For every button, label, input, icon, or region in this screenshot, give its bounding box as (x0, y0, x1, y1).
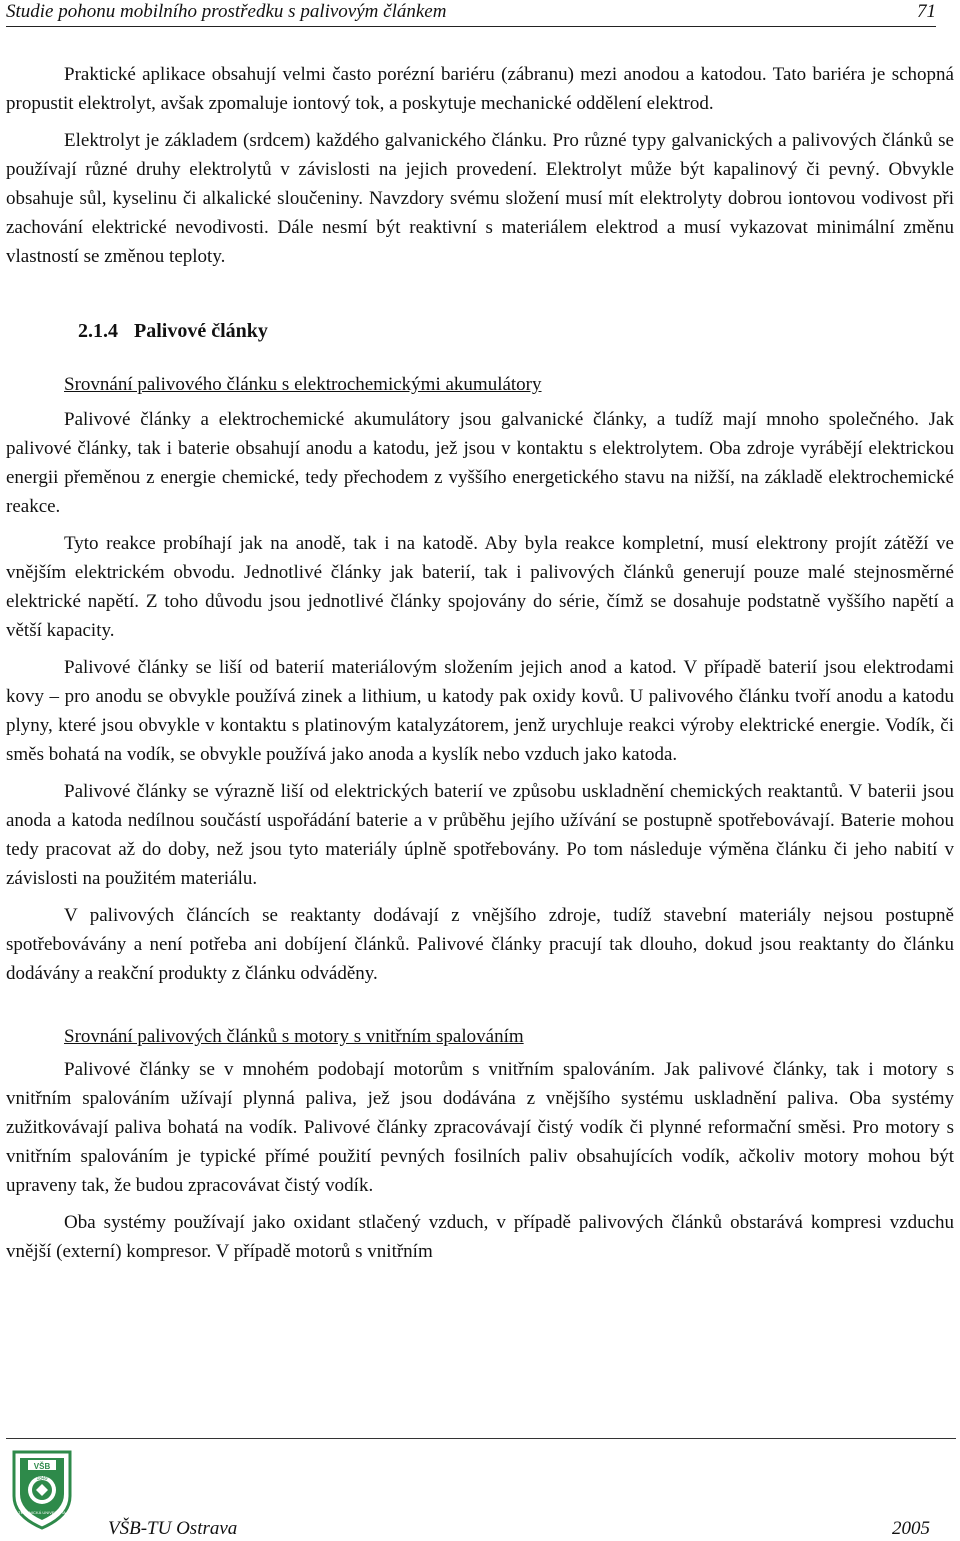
page-body (6, 60, 954, 1266)
paragraph: Tyto reakce probíhají jak na anodě, tak i na katodě. Aby byla reakce kompletní, musí elektrony projít zátěží ve vnějším elektrickém obvodu. Jednotlivé články jak baterií, tak i palivových článků generují pouze malé stejnosměrné elektrické napětí. Z toho důvodu jsou jednotlivé články spojovány do série, čímž se dosahuje podstatně vyššího napětí a větší kapacity. (6, 533, 954, 641)
svg-text:1849: 1849 (36, 1476, 48, 1482)
running-title: Studie pohonu mobilního prostředku s palivovým článkem (6, 1, 447, 22)
paragraph: Palivové články se liší od baterií materiálovým složením jejich anod a katod. V případě baterií jsou elektrodami kovy – pro anodu se obvykle používá zinek a lithium, u katody pak oxidy kovů. U palivového článku tvoří anodu a katodu plyny, které jsou obvykle v kontaktu s platinovým katalyzátorem, jenž urychluje reakci výroby elektrické energie. Vodík, či směs bohatá na vodík, se obvykle používá jako anoda a kyslík nebo vzduch jako katoda. (6, 657, 954, 765)
section-title: Palivové články (134, 320, 268, 342)
subsection-heading: Srovnání palivového článku s elektrochemickými akumulátory (64, 374, 542, 395)
subsection-heading: Srovnání palivových článků s motory s vnitřním spalováním (64, 1026, 524, 1047)
page-header (6, 0, 936, 27)
paragraph: Palivové články a elektrochemické akumulátory jsou galvanické články, a tudíž mají mnoho společného. Jak palivové články, tak i baterie obsahují anodu a katodu, jež jsou v kontaktu s elektrolytem. Oba zdroje vyrábějí elektrickou energii přeměnou z energie chemické, tedy přechodem z vyššího energetického stavu na nižší, na základě elektrochemické reakce. (6, 409, 954, 517)
paragraph: Praktické aplikace obsahují velmi často porézní bariéru (zábranu) mezi anodou a katodou. Tato bariéra je schopná propustit elektrolyt, avšak zpomaluje iontový tok, a poskytuje mechanické oddělení elektrod. (6, 64, 954, 114)
svg-text:VŠB: VŠB (33, 1462, 51, 1471)
paragraph: Palivové články se výrazně liší od elektrických baterií ve způsobu uskladnění chemických reaktantů. V baterii jsou anoda a katoda nedílnou součástí uspořádání baterie a v průběhu jejího užívání se postupně spotřebovávají. Baterie mohou tedy pracovat až do doby, než jsou tyto materiály úplně spotřebovány. Po tom následuje výměna článku či jeho nabití v závislosti na použitém materiálu. (6, 781, 954, 889)
paragraph: Oba systémy používají jako oxidant stlačený vzduch, v případě palivových článků obstarává kompresi vzduchu vnější (externí) kompresor. V případě motorů s vnitřním (6, 1212, 954, 1262)
paragraph: V palivových článcích se reaktanty dodávají z vnějšího zdroje, tudíž stavební materiály nejsou postupně spotřebovávány a není potřeba ani dobíjení článků. Palivové články pracují tak dlouho, dokud jsou reaktanty do článku dodávány a reakční produkty z článku odváděny. (6, 905, 954, 984)
footer-institution: VŠB-TU Ostrava (108, 1518, 238, 1539)
section-number: 2.1.4 (78, 320, 118, 342)
section-heading (6, 317, 954, 346)
paragraph: Palivové články se v mnohém podobají motorům s vnitřním spalováním. Jak palivové články, tak i motory s vnitřním spalováním užívají plynná paliva, jež jsou dodávána z vnějšího systému uskladnění paliva. Oba systémy zužitkovávají paliva bohatá na vodík. Palivové články zpracovávají čistý vodík či plynné reformační směsi. Pro motory s vnitřním spalováním je typické přímé použití pevných fosilních paliv obsahujících vodík, ačkoliv motory mohou být upraveny tak, že budou zpracovávat čistý vodík. (6, 1059, 954, 1196)
footer-divider (6, 1438, 956, 1439)
page-number: 71 (917, 1, 936, 22)
university-logo (8, 1446, 76, 1530)
paragraph: Elektrolyt je základem (srdcem) každého galvanického článku. Pro různé typy galvanických a palivových článků se používají různé druhy elektrolytů v závislosti na jejich provedení. Elektrolyt může být kapalinový či pevný. Obvykle obsahuje sůl, kyselinu či alkalické sloučeniny. Navzdory svému složení musí mít elektrolyty dobrou iontovou vodivost při zachování elektrické nevodivosti. Dále nesmí být reaktivní s materiálem elektrod a musí vykazovat minimální změnu vlastností se změnou teploty. (6, 130, 954, 267)
svg-text:TECHNICKÁ UNIVERZITA: TECHNICKÁ UNIVERZITA (18, 1510, 66, 1515)
footer-year: 2005 (892, 1518, 930, 1539)
